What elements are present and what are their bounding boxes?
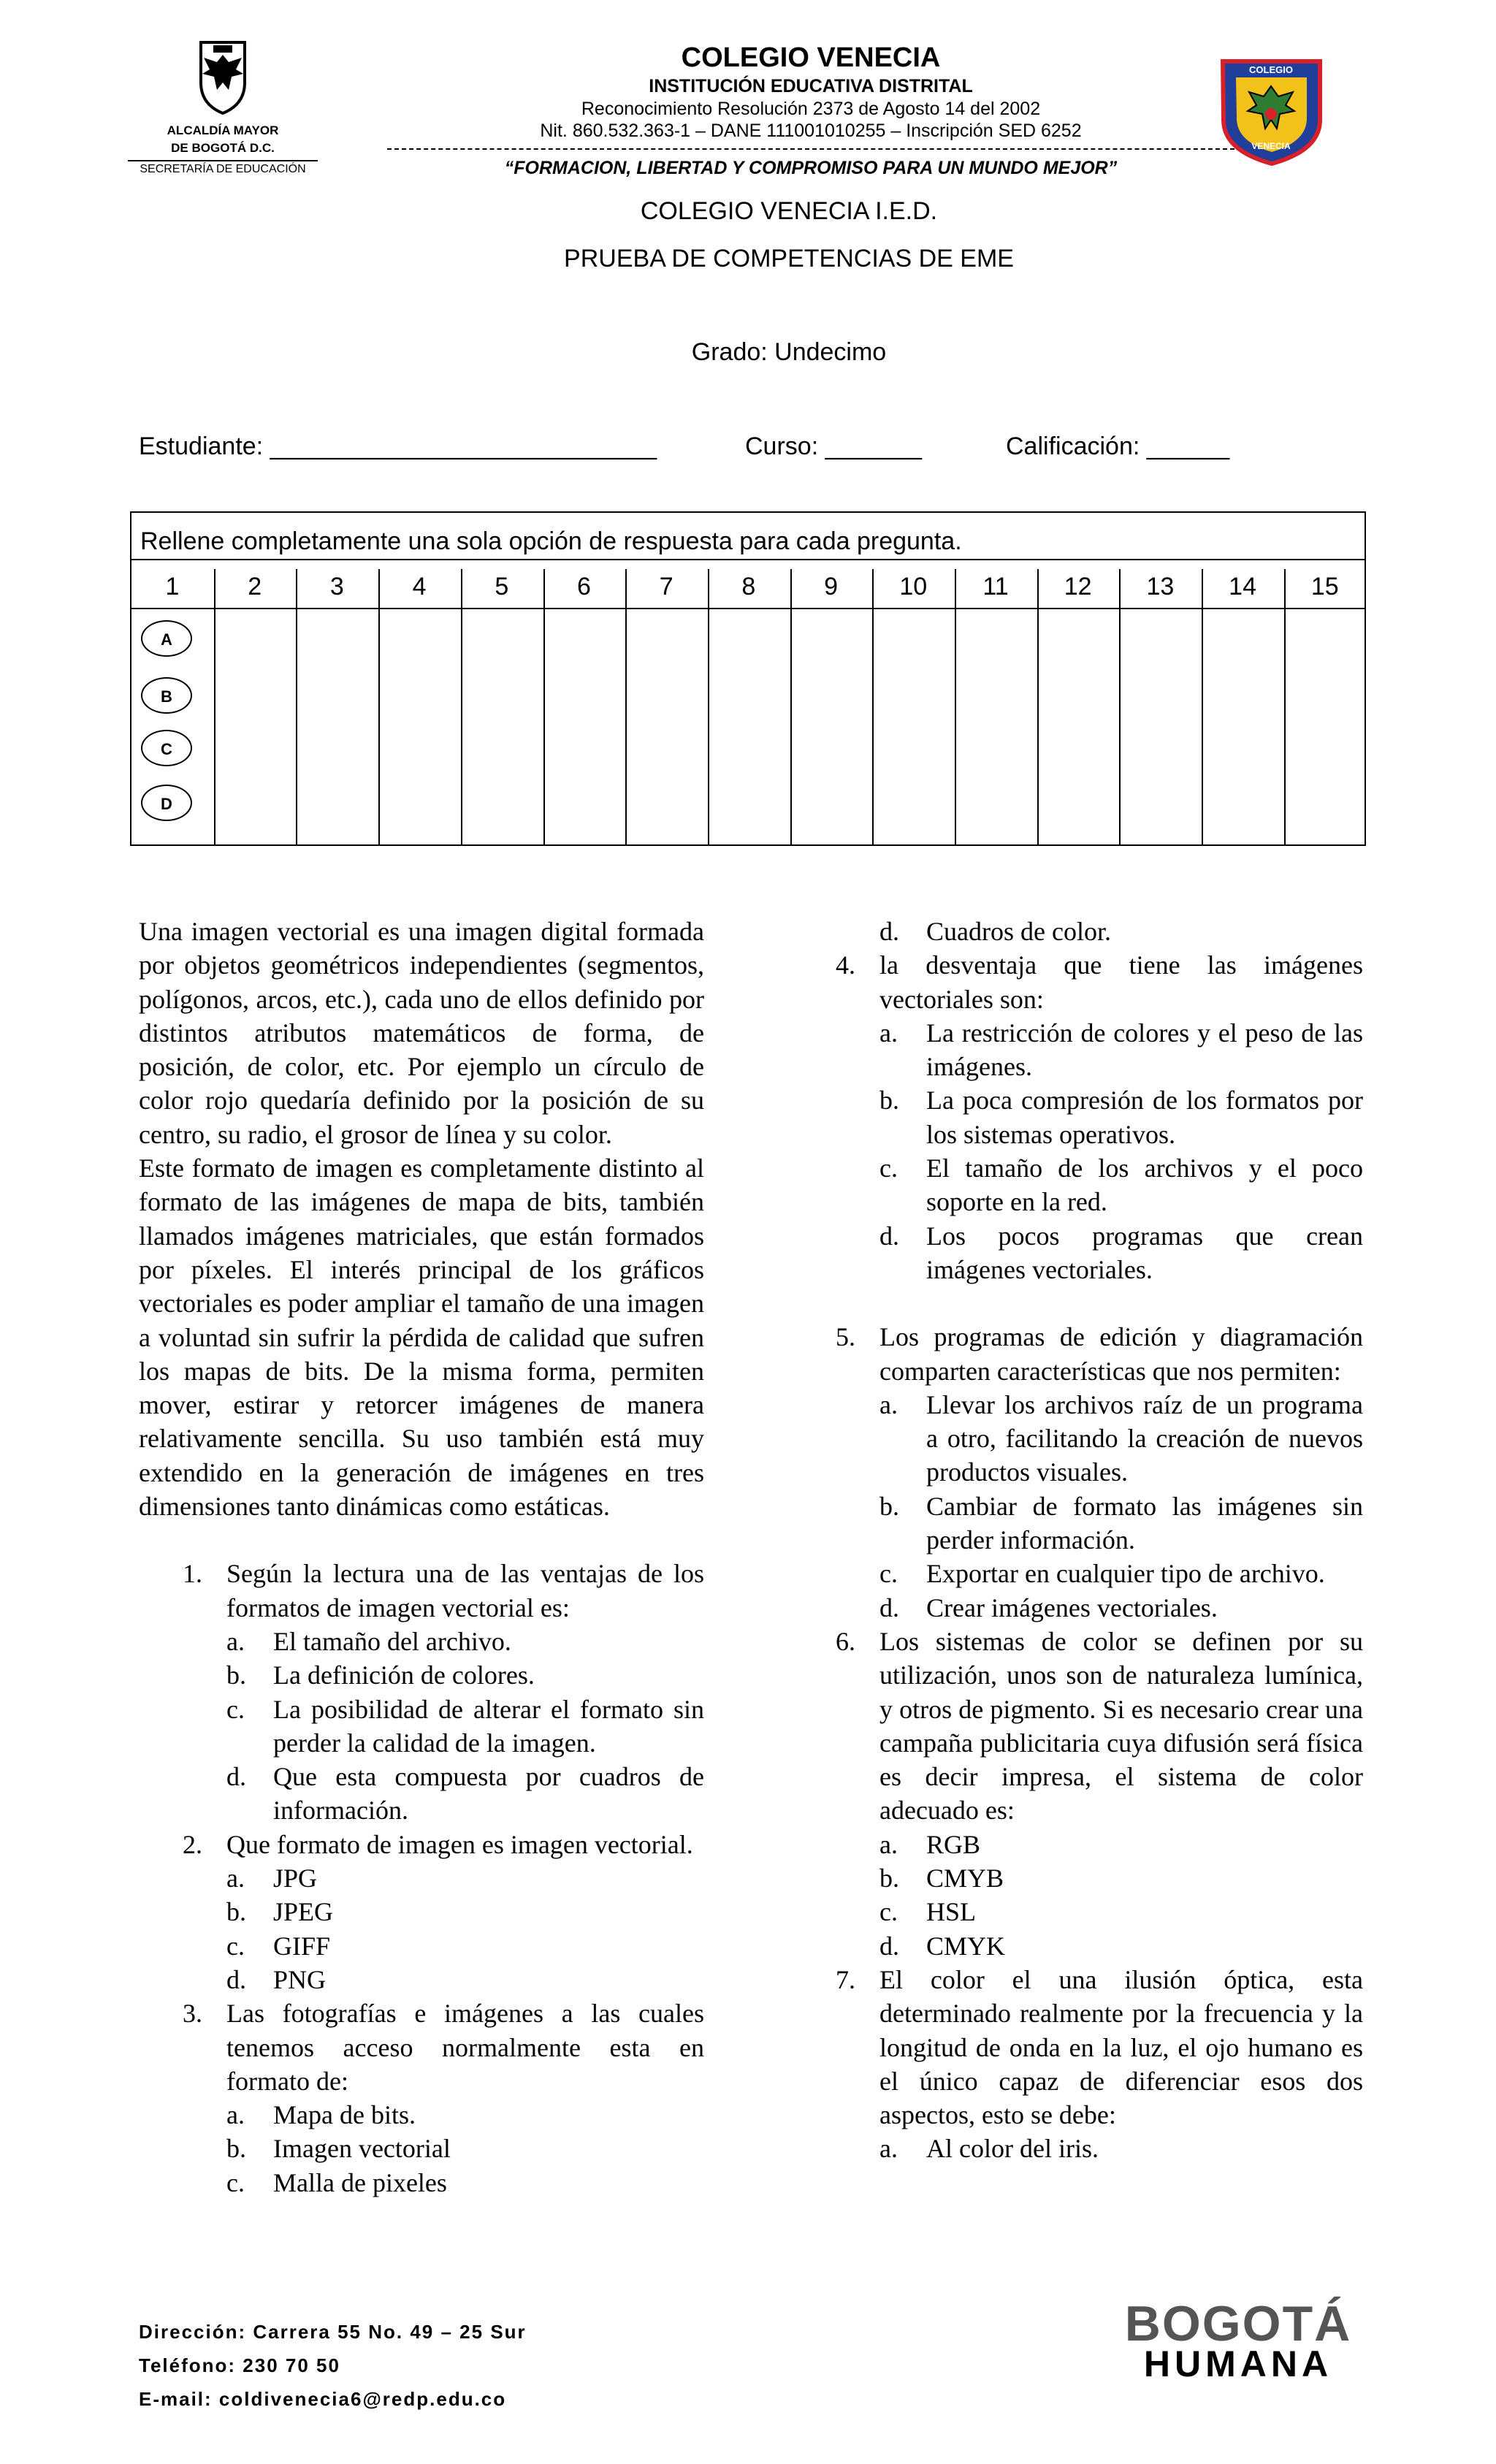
- grid-column-divider: [543, 569, 545, 844]
- reading-paragraph-1: Una imagen vectorial es una imagen digital formada por objetos geométricos independientes (segmentos, polígonos, arcos, etc.), cada uno de ellos definido por distintos atributos matemáticos de forma, de posición, de color, etc. Por ejemplo un círculo de color rojo quedaría definido por la posición de su centro, su radio, el grosor de línea y su color.: [139, 917, 704, 1149]
- question-text: Los programas de edición y diagramación comparten características que nos permiten:: [879, 1322, 1363, 1386]
- option-3a[interactable]: a. Mapa de bits.: [226, 2100, 416, 2130]
- grid-column-divider: [1202, 569, 1203, 844]
- grid-question-number: 6: [577, 573, 591, 600]
- resolution-line: Reconocimiento Resolución 2373 de Agosto 14 del 2002: [581, 99, 1041, 119]
- option-4a[interactable]: a. La restricción de colores y el peso de las imágenes.: [879, 1018, 1363, 1082]
- answer-bubble[interactable]: A: [141, 620, 192, 657]
- grid-question-number: 4: [412, 573, 427, 600]
- option-1c[interactable]: c. La posibilidad de alterar el formato sin perder la calidad de la imagen.: [226, 1694, 704, 1758]
- student-field[interactable]: [139, 432, 657, 461]
- grade-blank[interactable]: ______: [1146, 432, 1230, 460]
- school-name: COLEGIO VENECIA: [681, 42, 941, 73]
- bogota-eagle-crest-icon: [183, 37, 263, 117]
- motto: “FORMACION, LIBERTAD Y COMPROMISO PARA UN MUNDO MEJOR”: [504, 158, 1118, 178]
- course-label: Curso:: [745, 432, 819, 460]
- option-5d[interactable]: d. Crear imágenes vectoriales.: [879, 1593, 1218, 1622]
- footer-email[interactable]: E-mail: coldivenecia6@redp.edu.co: [139, 2388, 507, 2410]
- grid-question-number: 9: [824, 573, 839, 600]
- grid-column-divider: [378, 569, 380, 844]
- grid-instruction: Rellene completamente una sola opción de respuesta para cada pregunta.: [140, 527, 962, 555]
- question-text: El color el una ilusión óptica, esta determinado realmente por la frecuencia y la longitud de onda en la luz, el ojo humano es el único capaz de diferenciar esos dos aspectos, esto se debe:: [879, 1964, 1363, 2130]
- option-1a[interactable]: a. El tamaño del archivo.: [226, 1626, 511, 1656]
- institution-line: INSTITUCIÓN EDUCATIVA DISTRITAL: [649, 76, 973, 96]
- crest-line-3: SECRETARÍA DE EDUCACIÓN: [128, 160, 318, 176]
- student-blank[interactable]: ____________________________: [270, 432, 657, 460]
- student-label: Estudiante:: [139, 432, 264, 460]
- option-5c[interactable]: c. Exportar en cualquier tipo de archivo.: [879, 1559, 1325, 1589]
- school-badge: [1218, 57, 1324, 170]
- grade-field[interactable]: [1006, 432, 1229, 461]
- logo-line-1: BOGOTÁ: [1124, 2296, 1352, 2352]
- option-4c[interactable]: c. El tamaño de los archivos y el poco soporte en la red.: [879, 1153, 1363, 1217]
- grid-column-divider: [1284, 569, 1286, 844]
- right-column: [836, 915, 1363, 2166]
- badge-bottom-text: VENECIA: [1251, 141, 1291, 151]
- exam-school-line: COLEGIO VENECIA I.E.D.: [640, 197, 938, 225]
- option-5b[interactable]: b. Cambiar de formato las imágenes sin perder información.: [879, 1491, 1363, 1555]
- grid-column-divider: [708, 569, 709, 844]
- grid-column-divider: [1037, 569, 1039, 844]
- grid-column-divider: [955, 569, 956, 844]
- option-4b[interactable]: b. La poca compresión de los formatos por los sistemas operativos.: [879, 1086, 1363, 1149]
- grid-column-divider: [461, 569, 462, 844]
- grid-column-divider: [790, 569, 792, 844]
- logo-line-2: HUMANA: [1143, 2343, 1333, 2384]
- grid-question-number: 5: [495, 573, 509, 600]
- option-6d[interactable]: d. CMYK: [879, 1931, 1006, 1961]
- grid-question-number: 3: [329, 573, 344, 600]
- option-2c[interactable]: c. GIFF: [226, 1931, 331, 1961]
- left-column: [139, 915, 704, 2200]
- badge-top-text: COLEGIO: [1249, 64, 1293, 75]
- crest-line-2: DE BOGOTÁ D.C.: [171, 141, 275, 155]
- option-1d[interactable]: d. Que esta compuesta por cuadros de información.: [226, 1762, 704, 1826]
- grid-question-number: 10: [899, 573, 928, 600]
- grid-question-number: 2: [248, 573, 262, 600]
- option-6c[interactable]: c. HSL: [879, 1897, 977, 1927]
- option-5a[interactable]: a. Llevar los archivos raíz de un programa a otro, facilitando la creación de nuevos productos visuales.: [879, 1389, 1363, 1487]
- course-blank[interactable]: _______: [825, 432, 922, 460]
- question-block-left: [139, 1557, 704, 2200]
- question-text: la desventaja que tiene las imágenes vectoriales son:: [879, 950, 1363, 1014]
- answer-bubble[interactable]: C: [141, 730, 192, 766]
- option-3b[interactable]: b. Imagen vectorial: [226, 2134, 451, 2164]
- option-1b[interactable]: b. La definición de colores.: [226, 1660, 535, 1690]
- question-6: 6. Los sistemas de color se definen por su utilización, unos son de naturaleza lumínica, y otros de pigmento. Si es necesario crear una campaña publicitaria cuya difusión será física es decir impresa, el sistema de color adecuado es:: [836, 1626, 1363, 1826]
- question-7: 7. El color el una ilusión óptica, esta determinado realmente por la frecuencia y la longitud de onda en la luz, el ojo humano es el único capaz de diferenciar esos dos aspectos, esto se debe:: [836, 1964, 1363, 2130]
- answer-bubble[interactable]: D: [141, 785, 192, 821]
- grid-column-divider: [1119, 569, 1121, 844]
- answer-grid: [130, 511, 1366, 846]
- question-text: Los sistemas de color se definen por su utilización, unos son de naturaleza lumínica, y otros de pigmento. Si es necesario crear una campaña publicitaria cuya difusión será física es decir impresa, el sistema de color adecuado es:: [879, 1626, 1363, 1826]
- grade-label: Calificación:: [1006, 432, 1140, 460]
- grid-column-divider: [296, 569, 297, 844]
- question-1: 1. Según la lectura una de las ventajas de los formatos de imagen vectorial es:: [183, 1559, 704, 1622]
- question-text: Según la lectura una de las ventajas de los formatos de imagen vectorial es:: [226, 1559, 704, 1622]
- option-4d[interactable]: d. Los pocos programas que crean imágenes vectoriales.: [879, 1221, 1363, 1284]
- option-3d[interactable]: d. Cuadros de color.: [879, 917, 1111, 946]
- grid-column-divider: [625, 569, 627, 844]
- grid-question-number: 15: [1310, 573, 1339, 600]
- question-3: 3. Las fotografías e imágenes a las cuales tenemos acceso normalmente esta en formato de:: [183, 1999, 704, 2096]
- footer-phone: Teléfono: 230 70 50: [139, 2354, 340, 2376]
- grid-column-divider: [872, 569, 874, 844]
- grid-question-number: 8: [741, 573, 756, 600]
- course-field[interactable]: [745, 432, 922, 461]
- question-4: 4. la desventaja que tiene las imágenes vectoriales son:: [836, 950, 1363, 1014]
- option-6b[interactable]: b. CMYB: [879, 1864, 1004, 1893]
- option-2d[interactable]: d. PNG: [226, 1964, 327, 1994]
- secretaria-logo: [128, 37, 318, 176]
- exam-grade: Grado: Undecimo: [691, 338, 887, 366]
- header-divider: [387, 148, 1234, 150]
- reading-paragraph-2: Este formato de imagen es completamente distinto al formato de las imágenes de mapa de bits, también llamados imágenes matriciales, que están formados por píxeles. El interés principal de los gráficos vectoriales es poder ampliar el tamaño de una imagen a voluntad sin sufrir la pérdida de calidad que sufren los mapas de bits. De la misma forma, permiten mover, estirar y retorcer imágenes de manera relativamente sencilla. Su uso también está muy extendido en la generación de imágenes en tres dimensiones tanto dinámicas como estáticas.: [139, 1153, 704, 1522]
- grid-question-number: 13: [1146, 573, 1175, 600]
- spacer: [836, 1286, 1363, 1320]
- grid-question-number: 1: [165, 573, 180, 600]
- grid-question-number: 14: [1229, 573, 1256, 600]
- grid-divider-top: [131, 559, 1365, 560]
- crest-line-1: ALCALDÍA MAYOR: [167, 123, 279, 137]
- grid-question-number: 7: [659, 573, 673, 600]
- grid-question-number: 12: [1064, 573, 1092, 600]
- grid-question-number: 11: [982, 573, 1009, 600]
- exam-title: PRUEBA DE COMPETENCIAS DE EME: [564, 245, 1014, 272]
- grid-column-divider: [214, 569, 215, 844]
- option-3c[interactable]: c. Malla de pixeles: [226, 2167, 447, 2197]
- bogota-humana-logo: [1114, 2296, 1362, 2384]
- spacer: [139, 1523, 704, 1557]
- question-5: 5. Los programas de edición y diagramación comparten características que nos permiten:: [836, 1322, 1363, 1386]
- question-text: Las fotografías e imágenes a las cuales tenemos acceso normalmente esta en formato de:: [226, 1999, 704, 2096]
- option-2a[interactable]: a. JPG: [226, 1864, 318, 1893]
- answer-bubble[interactable]: B: [141, 677, 192, 714]
- question-text: Que formato de imagen es imagen vectorial.: [226, 1829, 693, 1859]
- option-6a[interactable]: a. RGB: [879, 1829, 981, 1859]
- colegio-venecia-shield-icon: [1218, 57, 1324, 167]
- footer-address: Dirección: Carrera 55 No. 49 – 25 Sur: [139, 2321, 527, 2343]
- nit-line: Nit. 860.532.363-1 – DANE 111001010255 – Inscripción SED 6252: [540, 121, 1082, 141]
- option-7a[interactable]: a. Al color del iris.: [879, 2134, 1099, 2164]
- question-2: 2. Que formato de imagen es imagen vectorial.: [183, 1829, 693, 1859]
- option-2b[interactable]: b. JPEG: [226, 1897, 334, 1927]
- grid-divider-header: [131, 608, 1365, 609]
